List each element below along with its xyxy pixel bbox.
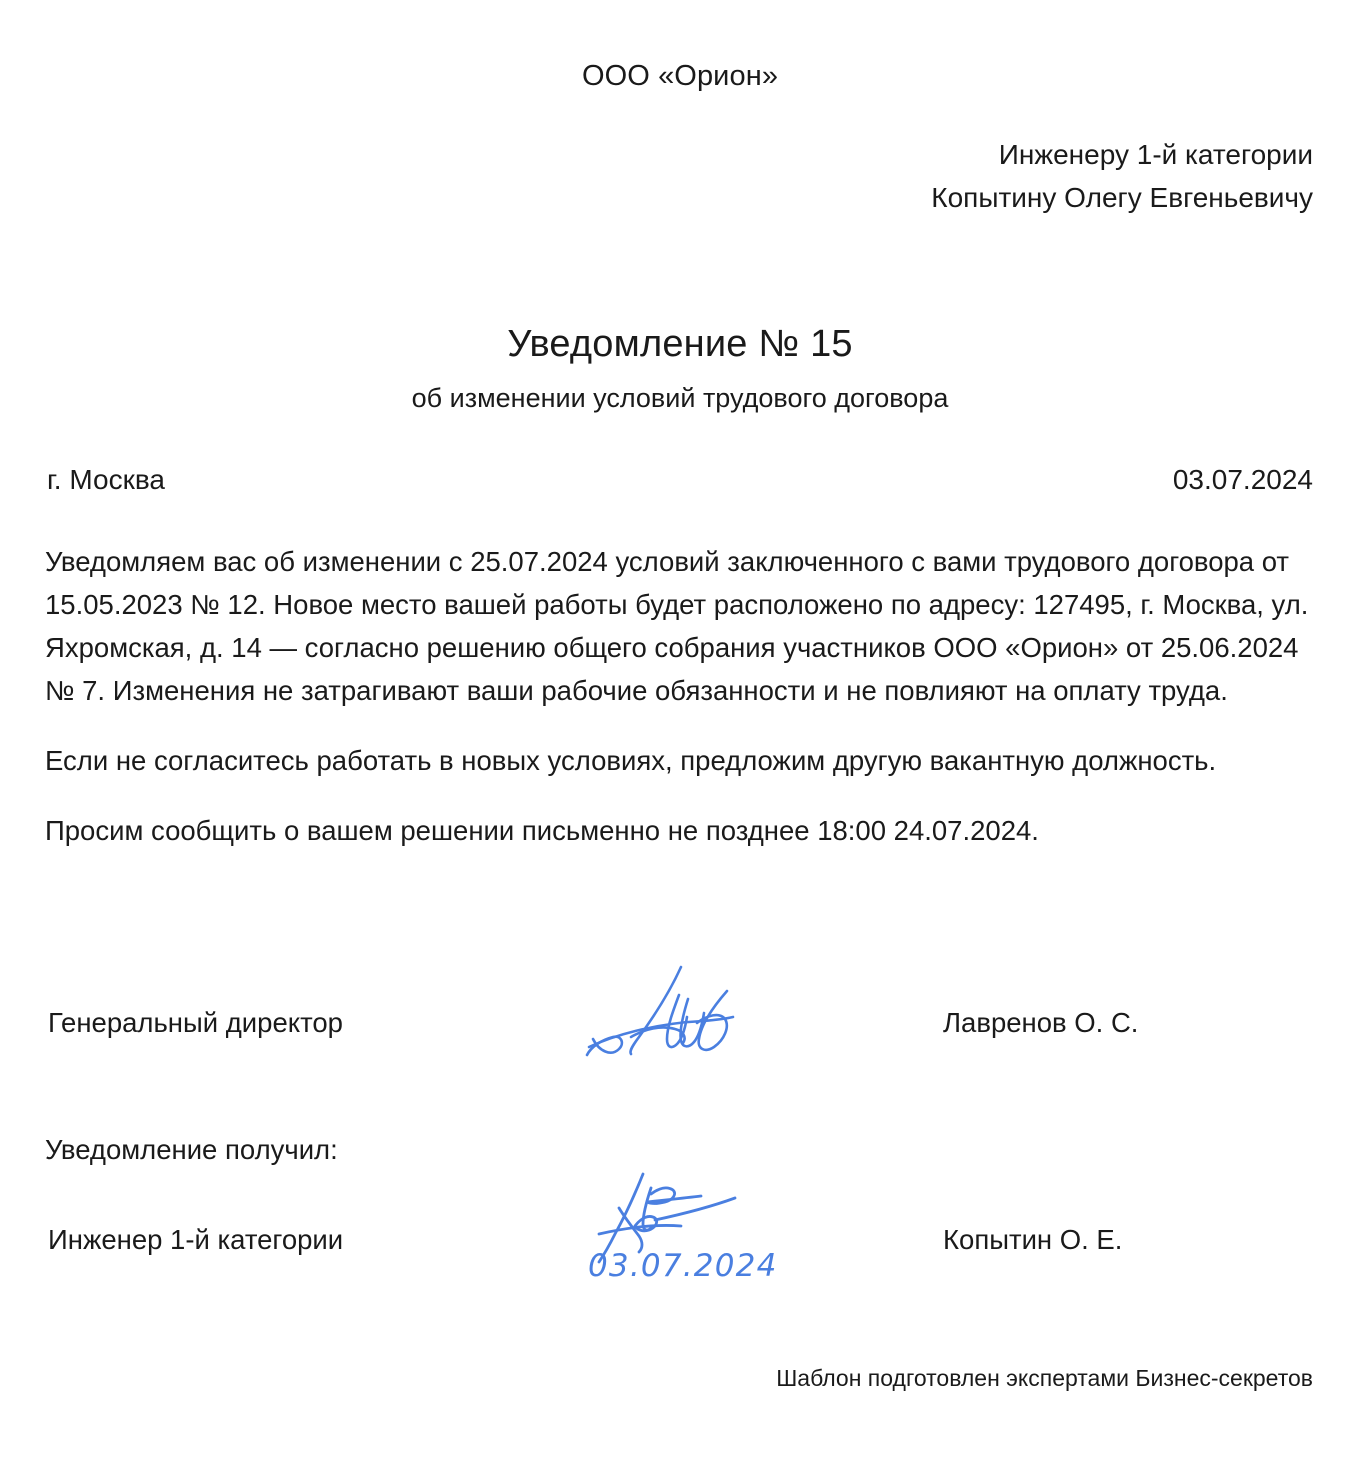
body-paragraph-1: Уведомляем вас об изменении с 25.07.2024 условий заключенного с вами трудового договора от 15.05.2023 № 12. Новое место вашей работы будет расположено по адресу: 127495, г. Москва, ул. Яхромская, д. 14 — согласно решению общего собрания участников ООО «Орион» от 25.06.2024 № 7. Изменения не затрагивают ваши рабочие обязанности и не повлияют на оплату труда. — [45, 546, 1309, 706]
receipt-label: Уведомление получил: — [45, 1134, 338, 1165]
document-subtitle: об изменении условий трудового договора — [411, 383, 949, 413]
document-title: Уведомление № 15 — [507, 323, 853, 365]
body-paragraph-3: Просим сообщить о вашем решении письменно не позднее 18:00 24.07.2024. — [45, 815, 1039, 846]
addressee-block — [931, 133, 1313, 219]
document-date: 03.07.2024 — [1172, 464, 1313, 495]
company-name: ООО «Орион» — [581, 60, 779, 92]
place-and-date-row — [47, 462, 1313, 498]
employee-name: Копытин О. Е. — [943, 1224, 1123, 1255]
director-name: Лавренов О. С. — [943, 1007, 1139, 1038]
footer-note: Шаблон подготовлен экспертами Бизнес-секретов — [776, 1365, 1313, 1391]
document-place: г. Москва — [47, 464, 165, 495]
director-role: Генеральный директор — [48, 1007, 343, 1038]
employee-receipt-date: 03.07.2024 — [588, 1248, 778, 1284]
employee-role: Инженер 1-й категории — [48, 1224, 344, 1255]
director-signature-row — [48, 1000, 1313, 1046]
addressee-position: Инженеру 1-й категории — [998, 139, 1313, 170]
body-paragraph-2: Если не согласитесь работать в новых условиях, предложим другую вакантную должность. — [45, 745, 1217, 776]
document-body — [45, 540, 1315, 852]
addressee-name: Копытину Олегу Евгеньевичу — [931, 182, 1313, 213]
